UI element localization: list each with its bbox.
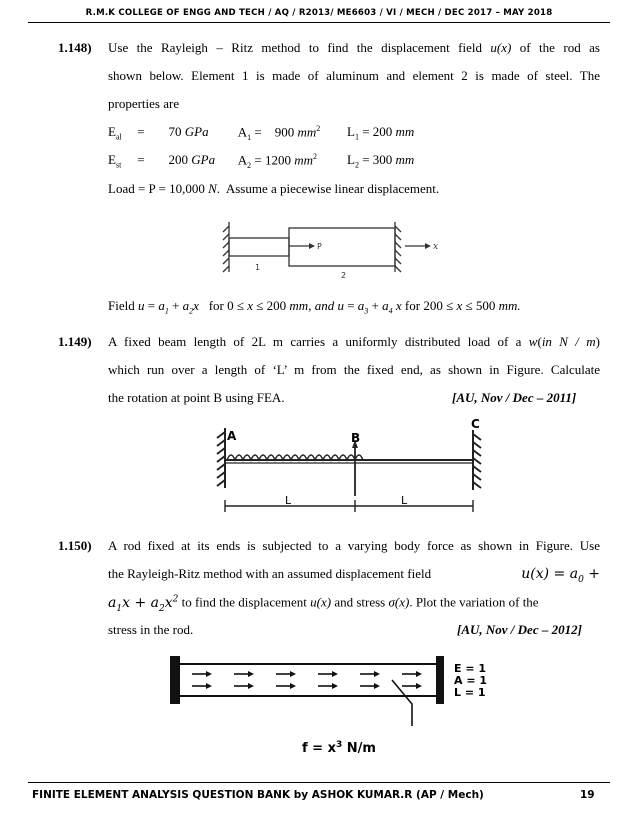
q148-prop-row2: $E_{st} = 200$ GPa $A_2 = 1200$ $mm^2$ $L_2 = 300$ mm [108,152,415,170]
axis-label-x: x [433,242,439,252]
question-number-150: 1.150) [58,538,92,553]
q148-load: Load = P = 10,000 N. Assume a piecewise linear displacement. [108,181,440,196]
point-label-b: B [351,431,361,445]
header-rule [28,22,610,23]
body-force-label: $f = x^3$ N/m [302,740,376,756]
q149-reference: [AU, Nov / Dec – 2011] [452,390,577,405]
q148-line1: Use the Rayleigh – Ritz method to find the displacement field u(x) of the rod as [108,40,600,55]
element-label-1: 1 [255,263,261,272]
q150-line1: A rod fixed at its ends is subjected to a varying body force as shown in Figure. Use [108,538,600,553]
right-fixed-support [436,656,444,704]
stepped-rod-figure [215,218,445,278]
q148-prop-row1: $E_{al} = 70$ GPa $A_1$ = 900 $mm^2$ $L_1 = 200$ mm [108,124,415,142]
q149-line2: which run over a length of ‘L’ m from the fixed end, as shown in Figure. Calculate [108,362,600,377]
page-number: 19 [580,789,595,801]
question-number-149: 1.149) [58,334,92,349]
q148-line2: shown below. Element 1 is made of aluminum and element 2 is made of steel. The [108,68,600,83]
q149-line3: the rotation at point B using FEA. [108,390,285,405]
prop-a: A = 1 [454,674,488,687]
load-label-p: P [317,242,322,251]
point-label-c: C [471,418,480,431]
span-label-2: L [401,494,408,507]
prop-e: E = 1 [454,662,487,675]
q150-line2: the Rayleigh-Ritz method with an assumed displacement field $u(x) = a_0$ + [108,566,600,585]
question-number-148: 1.148) [58,40,92,55]
footer-rule [28,782,610,783]
q150-line3: $a_1x + a_2x^2$ to find the displacement u(x) and stress σ(x). Plot the variation of the [108,594,539,614]
left-fixed-support [170,656,180,704]
q148-line3: properties are [108,96,180,111]
footer-text: FINITE ELEMENT ANALYSIS QUESTION BANK by ASHOK KUMAR.R (AP / Mech) [32,789,484,801]
fixed-beam-figure [205,418,505,520]
q150-reference: [AU, Nov / Dec – 2012] [457,622,582,637]
page-header: R.M.K COLLEGE OF ENGG AND TECH / AQ / R2013/ ME6603 / VI / MECH / DEC 2017 – MAY 2018 [85,8,553,18]
q149-line1: A fixed beam length of 2L m carries a uniformly distributed load of a w(in N / m) [108,334,600,349]
rod-body-force-figure [166,650,502,758]
q150-line4: stress in the rod. [108,622,194,637]
q150-line2-text: the Rayleigh-Ritz method with an assumed displacement field [108,566,432,581]
element-label-2: 2 [341,271,347,278]
span-label-1: L [285,494,292,507]
prop-l: L = 1 [454,686,486,699]
point-label-a: A [227,429,237,443]
q148-field: Field $u = a_1 + a_2x$ for 0 ≤ x ≤ 200 mm, and $u = a_3 + a_4$ x for 200 ≤ x ≤ 500 mm. [108,298,521,316]
